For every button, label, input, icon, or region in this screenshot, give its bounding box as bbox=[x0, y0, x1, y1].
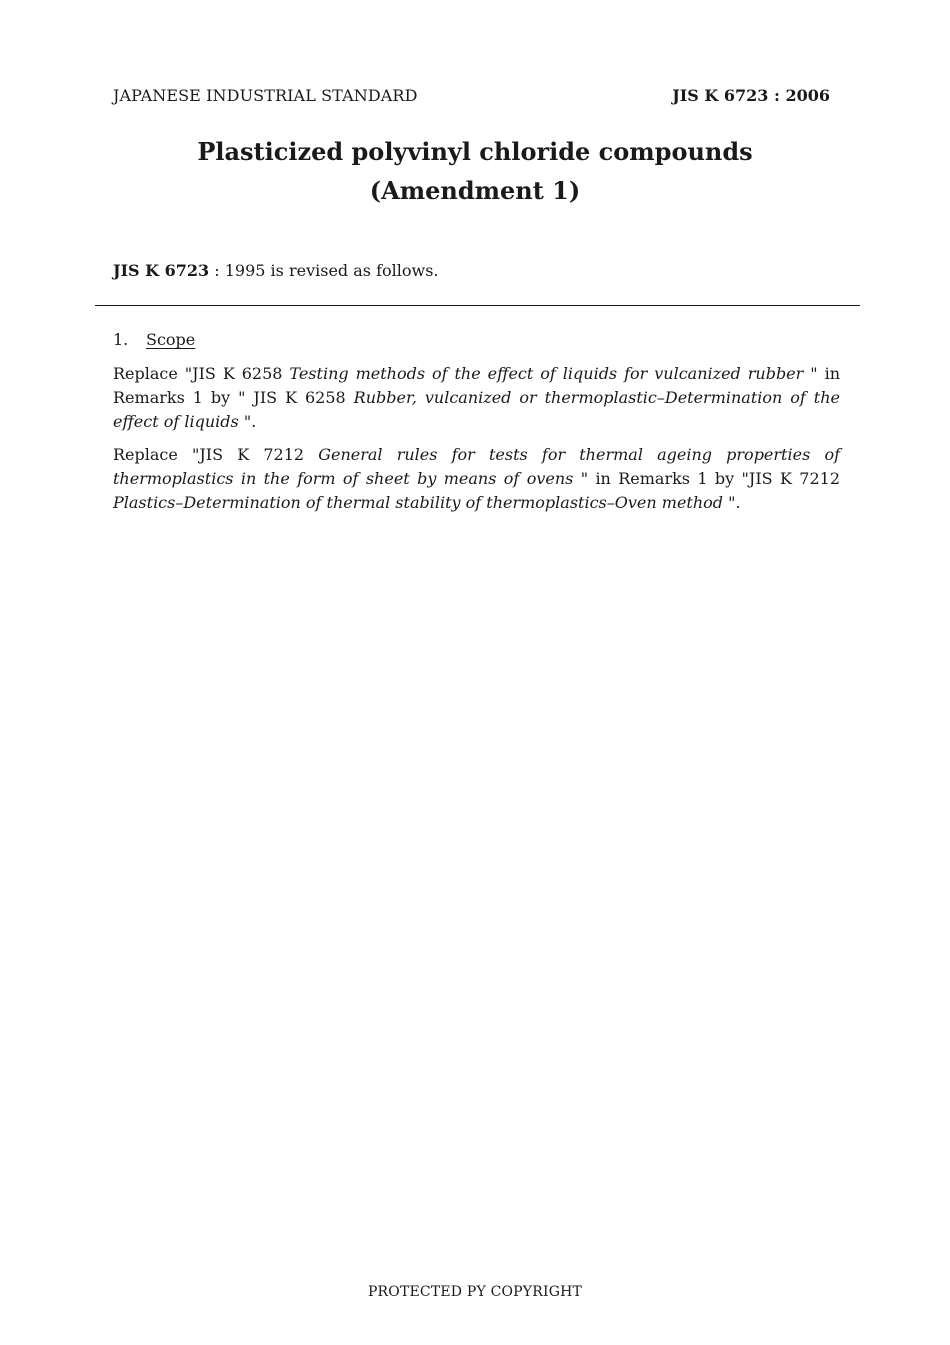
para1-middle: " in Remarks 1 by " JIS K 6258 bbox=[113, 364, 841, 407]
para1-new-title: Rubber, vulcanized or thermoplastic–Determination of the effect of liquids bbox=[113, 388, 840, 431]
scope-paragraph-1 bbox=[113, 362, 840, 434]
para1-prefix: Replace "JIS K 6258 bbox=[113, 364, 290, 383]
section-number: 1. bbox=[113, 330, 129, 349]
scope-paragraph-2 bbox=[113, 443, 840, 515]
horizontal-divider bbox=[95, 305, 860, 306]
para2-middle: " in Remarks 1 by "JIS K 7212 bbox=[573, 469, 840, 488]
para2-old-title: General rules for tests for thermal ageing properties of thermoplastics in the form of sheet by means of ovens bbox=[113, 445, 840, 488]
document-title: Plasticized polyvinyl chloride compounds bbox=[197, 137, 753, 166]
revision-standard: JIS K 6723 bbox=[113, 261, 210, 280]
document-subtitle: (Amendment 1) bbox=[369, 176, 581, 205]
para1-suffix: ". bbox=[238, 412, 257, 431]
para2-prefix: Replace "JIS K 7212 bbox=[113, 445, 319, 464]
header-standard-name: JAPANESE INDUSTRIAL STANDARD bbox=[113, 86, 418, 105]
para1-old-title: Testing methods of the effect of liquids for vulcanized rubber bbox=[289, 364, 804, 383]
section-heading bbox=[113, 330, 195, 349]
revision-statement bbox=[113, 261, 439, 280]
para2-suffix: ". bbox=[723, 493, 741, 512]
revision-text: : 1995 is revised as follows. bbox=[209, 261, 439, 280]
copyright-footer: PROTECTED PY COPYRIGHT bbox=[367, 1284, 583, 1300]
header-standard-number: JIS K 6723 : 2006 bbox=[672, 86, 830, 105]
section-label: Scope bbox=[146, 330, 196, 349]
para2-new-title: Plastics–Determination of thermal stability of thermoplastics–Oven method bbox=[113, 493, 724, 512]
